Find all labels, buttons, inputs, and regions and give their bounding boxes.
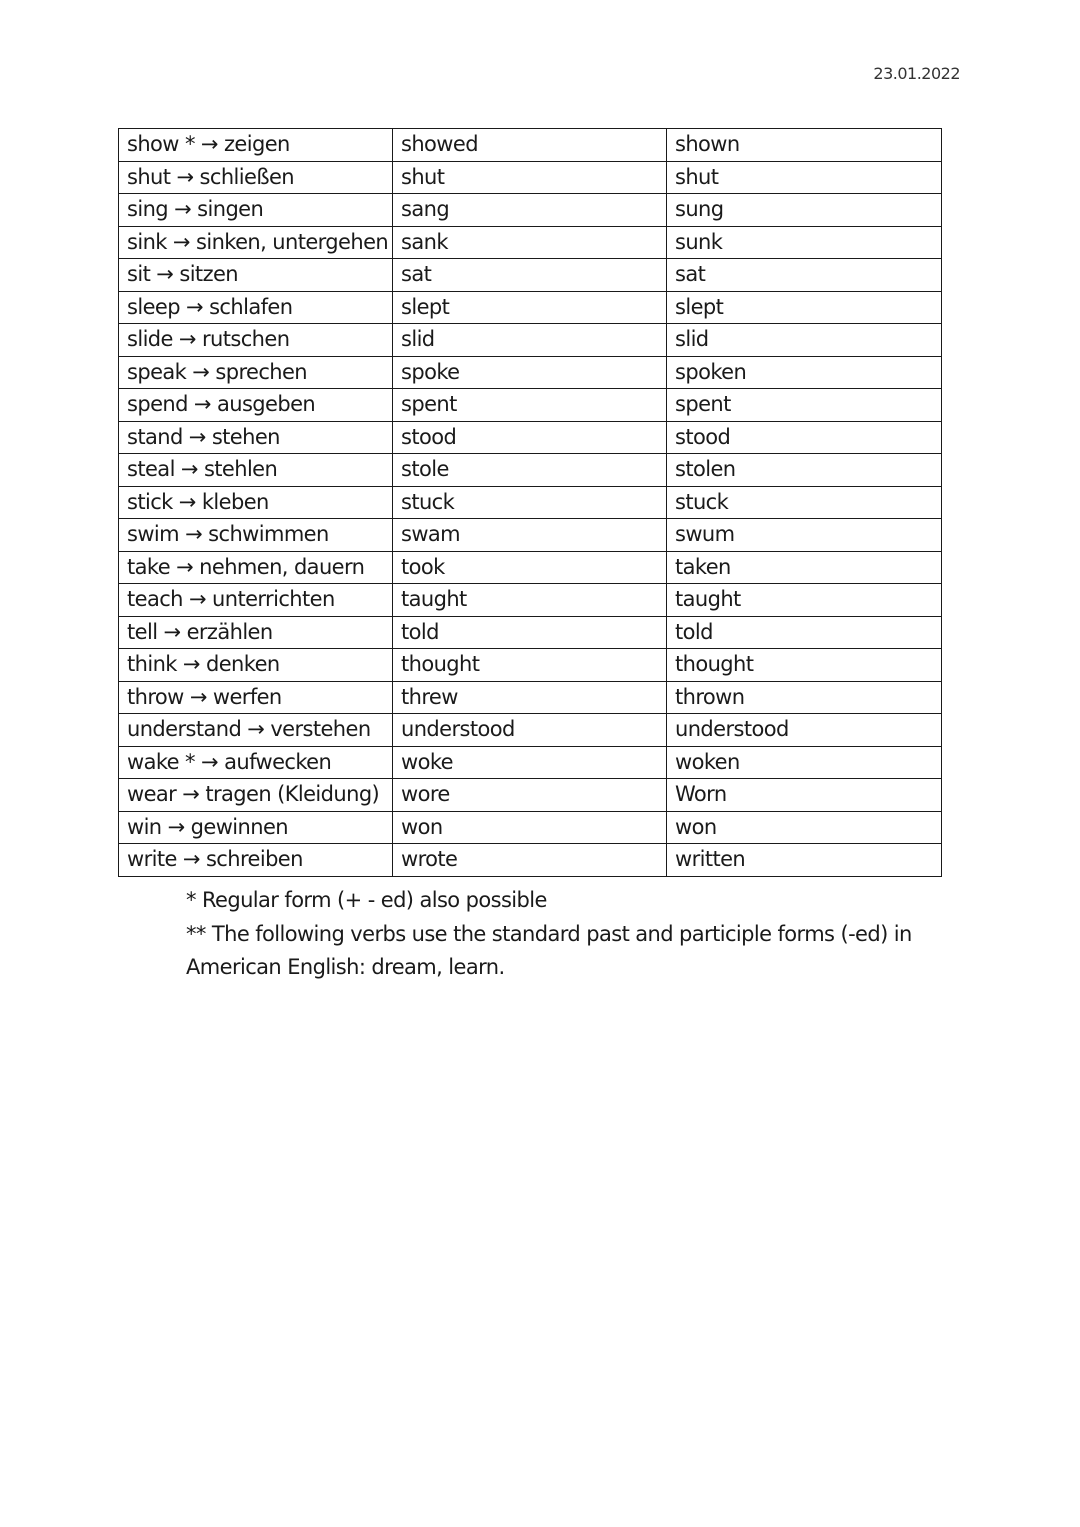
verb-row <box>119 681 942 714</box>
footnote-regular-form: * Regular form (+ - ed) also possible <box>186 888 547 912</box>
infinitive-cell: throw → werfen <box>119 681 393 714</box>
infinitive-cell: steal → stehlen <box>119 454 393 487</box>
past-participle-cell: shown <box>667 129 942 162</box>
verb-row <box>119 454 942 487</box>
infinitive-cell: speak → sprechen <box>119 356 393 389</box>
verb-row <box>119 161 942 194</box>
past-simple-cell: wrote <box>393 844 667 877</box>
verb-row <box>119 356 942 389</box>
past-participle-cell: swum <box>667 519 942 552</box>
verb-row <box>119 226 942 259</box>
infinitive-cell: understand → verstehen <box>119 714 393 747</box>
infinitive-cell: sing → singen <box>119 194 393 227</box>
past-simple-cell: shut <box>393 161 667 194</box>
past-simple-cell: showed <box>393 129 667 162</box>
past-simple-cell: spent <box>393 389 667 422</box>
past-simple-cell: stood <box>393 421 667 454</box>
past-participle-cell: woken <box>667 746 942 779</box>
infinitive-cell: spend → ausgeben <box>119 389 393 422</box>
past-participle-cell: sung <box>667 194 942 227</box>
past-simple-cell: stuck <box>393 486 667 519</box>
past-participle-cell: spoken <box>667 356 942 389</box>
past-simple-cell: took <box>393 551 667 584</box>
verb-row <box>119 389 942 422</box>
infinitive-cell: write → schreiben <box>119 844 393 877</box>
irregular-verbs-table <box>118 128 942 877</box>
verb-row <box>119 486 942 519</box>
past-simple-cell: wore <box>393 779 667 812</box>
infinitive-cell: shut → schließen <box>119 161 393 194</box>
infinitive-cell: stand → stehen <box>119 421 393 454</box>
past-participle-cell: thrown <box>667 681 942 714</box>
footnotes <box>186 884 926 985</box>
past-simple-cell: swam <box>393 519 667 552</box>
past-simple-cell: sank <box>393 226 667 259</box>
infinitive-cell: teach → unterrichten <box>119 584 393 617</box>
verb-row <box>119 291 942 324</box>
infinitive-cell: sit → sitzen <box>119 259 393 292</box>
past-participle-cell: stood <box>667 421 942 454</box>
infinitive-cell: take → nehmen, dauern <box>119 551 393 584</box>
past-participle-cell: spent <box>667 389 942 422</box>
past-participle-cell: taught <box>667 584 942 617</box>
past-simple-cell: taught <box>393 584 667 617</box>
verb-row <box>119 324 942 357</box>
past-simple-cell: stole <box>393 454 667 487</box>
verb-row <box>119 194 942 227</box>
footnote-american-english: ** The following verbs use the standard past and participle forms (-ed) in American English: dream, learn. <box>186 921 912 979</box>
past-simple-cell: told <box>393 616 667 649</box>
verb-row <box>119 844 942 877</box>
infinitive-cell: swim → schwimmen <box>119 519 393 552</box>
verb-row <box>119 779 942 812</box>
past-simple-cell: spoke <box>393 356 667 389</box>
verb-row <box>119 584 942 617</box>
past-participle-cell: slept <box>667 291 942 324</box>
past-simple-cell: slept <box>393 291 667 324</box>
past-participle-cell: won <box>667 811 942 844</box>
past-simple-cell: understood <box>393 714 667 747</box>
infinitive-cell: stick → kleben <box>119 486 393 519</box>
verbs-table-body <box>119 129 942 877</box>
infinitive-cell: think → denken <box>119 649 393 682</box>
past-participle-cell: written <box>667 844 942 877</box>
verb-row <box>119 746 942 779</box>
verb-row <box>119 259 942 292</box>
past-participle-cell: sunk <box>667 226 942 259</box>
past-simple-cell: threw <box>393 681 667 714</box>
past-participle-cell: stuck <box>667 486 942 519</box>
verb-row <box>119 519 942 552</box>
past-simple-cell: slid <box>393 324 667 357</box>
verb-row <box>119 616 942 649</box>
verb-row <box>119 129 942 162</box>
infinitive-cell: wear → tragen (Kleidung) <box>119 779 393 812</box>
infinitive-cell: win → gewinnen <box>119 811 393 844</box>
past-simple-cell: thought <box>393 649 667 682</box>
past-simple-cell: sang <box>393 194 667 227</box>
past-simple-cell: sat <box>393 259 667 292</box>
past-participle-cell: taken <box>667 551 942 584</box>
past-participle-cell: stolen <box>667 454 942 487</box>
verb-row <box>119 551 942 584</box>
document-date: 23.01.2022 <box>873 64 960 83</box>
verb-row <box>119 811 942 844</box>
infinitive-cell: wake * → aufwecken <box>119 746 393 779</box>
verb-row <box>119 714 942 747</box>
past-participle-cell: sat <box>667 259 942 292</box>
past-participle-cell: Worn <box>667 779 942 812</box>
past-participle-cell: understood <box>667 714 942 747</box>
past-participle-cell: thought <box>667 649 942 682</box>
past-simple-cell: won <box>393 811 667 844</box>
infinitive-cell: show * → zeigen <box>119 129 393 162</box>
verb-row <box>119 649 942 682</box>
past-simple-cell: woke <box>393 746 667 779</box>
past-participle-cell: shut <box>667 161 942 194</box>
past-participle-cell: told <box>667 616 942 649</box>
infinitive-cell: sleep → schlafen <box>119 291 393 324</box>
infinitive-cell: tell → erzählen <box>119 616 393 649</box>
verb-row <box>119 421 942 454</box>
infinitive-cell: slide → rutschen <box>119 324 393 357</box>
infinitive-cell: sink → sinken, untergehen <box>119 226 393 259</box>
past-participle-cell: slid <box>667 324 942 357</box>
